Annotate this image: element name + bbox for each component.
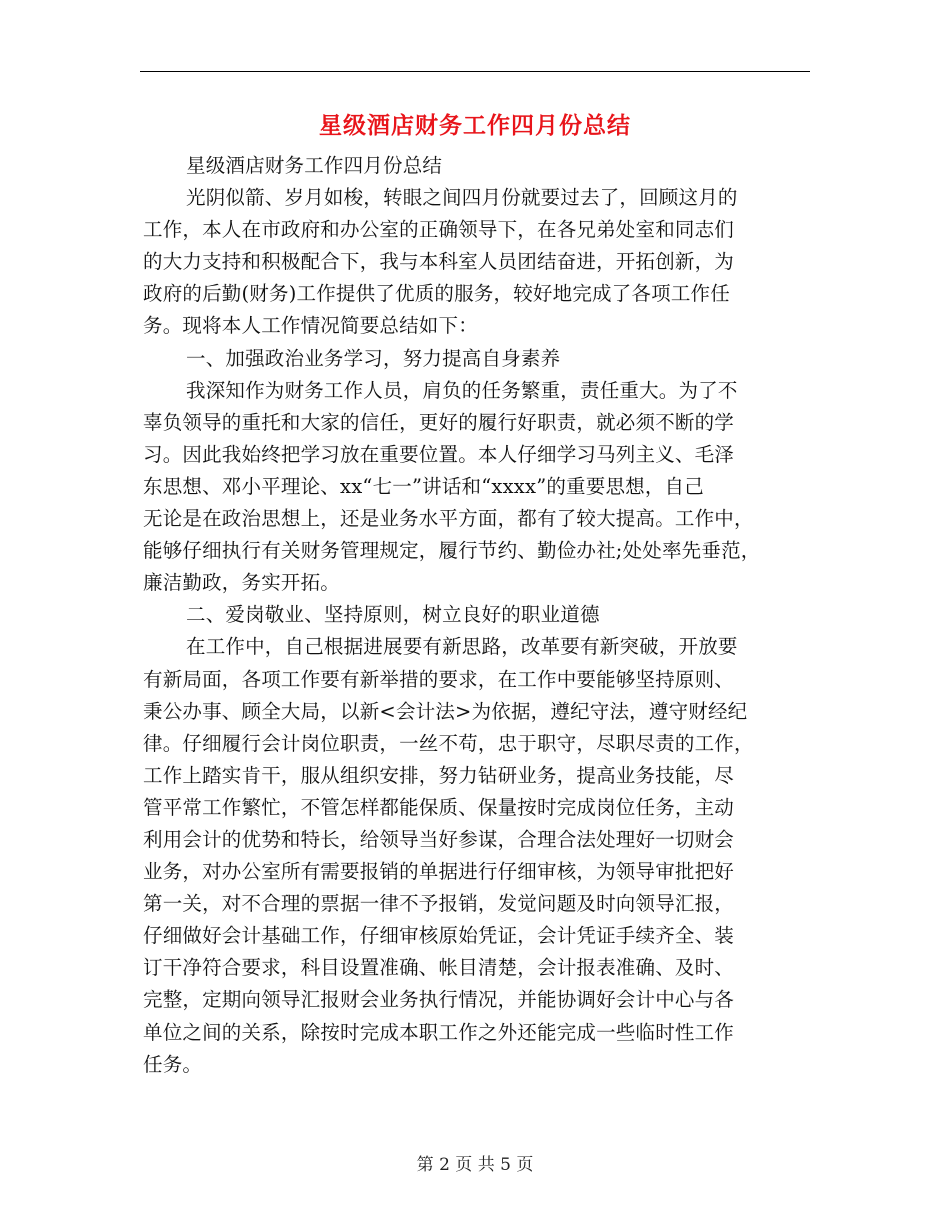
text-line: 二、爱岗敬业、坚持原则，树立良好的职业道德 — [186, 603, 600, 627]
text-line: 任务。 — [143, 1052, 203, 1076]
text-line: 第一关，对不合理的票据一律不予报销，发觉问题及时向领导汇报， — [143, 892, 735, 916]
text-line: 工作上踏实肯干，服从组织安排，努力钻研业务，提高业务技能，尽 — [143, 763, 735, 787]
text-line: 能够仔细执行有关财务管理规定，履行节约、勤俭办社;处处率先垂范， — [143, 539, 761, 563]
text-line: 习。因此我始终把学习放在重要位置。本人仔细学习马列主义、毛泽 — [143, 442, 735, 466]
text-line: 光阴似箭、岁月如梭，转眼之间四月份就要过去了，回顾这月的 — [186, 186, 738, 210]
text-line: 我深知作为财务工作人员，肩负的任务繁重，责任重大。为了不 — [186, 378, 738, 402]
text-line: 管平常工作繁忙，不管怎样都能保质、保量按时完成岗位任务，主动 — [143, 795, 735, 819]
text-line: 秉公办事、顾全大局，以新<会计法>为依据，遵纪守法，遵守财经纪 — [143, 699, 748, 723]
header-rule — [140, 71, 810, 72]
text-line: 东思想、邓小平理论、xx“七一”讲话和“xxxx”的重要思想，自己 — [143, 474, 704, 498]
text-line: 星级酒店财务工作四月份总结 — [186, 154, 443, 177]
text-line: 工作，本人在市政府和办公室的正确领导下，在各兄弟处室和同志们 — [143, 218, 735, 242]
text-line: 订干净符合要求，科目设置准确、帐目清楚，会计报表准确、及时、 — [143, 956, 735, 980]
text-line: 一、加强政治业务学习，努力提高自身素养 — [186, 346, 561, 370]
text-line: 廉洁勤政，务实开拓。 — [143, 571, 341, 595]
document-body — [143, 150, 815, 1081]
text-line: 利用会计的优势和特长，给领导当好参谋，合理合法处理好一切财会 — [143, 827, 735, 851]
text-line: 业务，对办公室所有需要报销的单据进行仔细审核，为领导审批把好 — [143, 860, 735, 884]
text-line: 在工作中，自己根据进展要有新思路，改革要有新突破，开放要 — [186, 635, 738, 659]
text-line: 有新局面，各项工作要有新举措的要求，在工作中要能够坚持原则、 — [143, 667, 735, 691]
page-number-footer: 第 2 页 共 5 页 — [416, 1155, 534, 1175]
text-line: 律。仔细履行会计岗位职责，一丝不苟，忠于职守，尽职尽责的工作， — [143, 731, 754, 755]
text-line: 完整，定期向领导汇报财会业务执行情况，并能协调好会计中心与各 — [143, 988, 735, 1012]
text-line: 无论是在政治思想上，还是业务水平方面，都有了较大提高。工作中， — [143, 507, 754, 531]
text-line: 的大力支持和积极配合下，我与本科室人员团结奋进，开拓创新，为 — [143, 250, 735, 274]
text-line: 政府的后勤(财务)工作提供了优质的服务，较好地完成了各项工作任 — [143, 282, 730, 306]
text-line: 辜负领导的重托和大家的信任，更好的履行好职责，就必须不断的学 — [143, 410, 735, 434]
text-line: 单位之间的关系，除按时完成本职工作之外还能完成一些临时性工作 — [143, 1020, 735, 1044]
document-title: 星级酒店财务工作四月份总结 — [319, 112, 631, 139]
text-line: 务。现将本人工作情况简要总结如下： — [143, 314, 478, 338]
text-line: 仔细做好会计基础工作，仔细审核原始凭证，会计凭证手续齐全、装 — [143, 924, 735, 948]
